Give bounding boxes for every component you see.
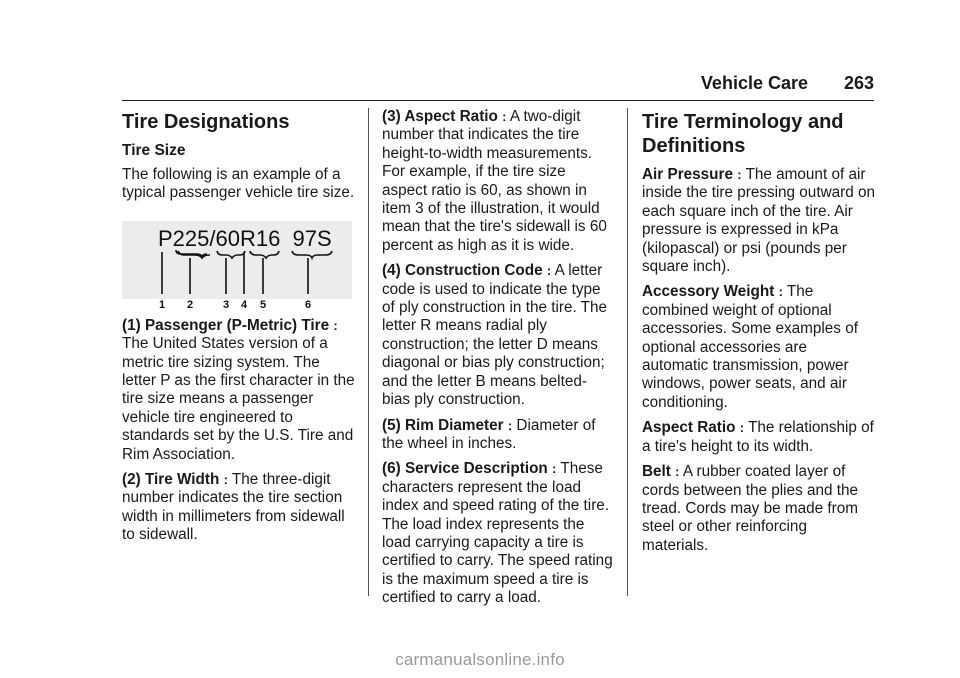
definition-entry — [382, 108, 614, 255]
callout-leaders — [162, 252, 308, 294]
definition-entry — [642, 283, 876, 412]
terminology-heading: Tire Terminology and Definitions — [642, 111, 844, 157]
callout-5: 5 — [259, 298, 267, 311]
definition-text: The amount of air inside the tire pressing outward on each square inch of the tire. Air pressure is expressed in kPa (kilopascal) or psi (pounds per square inch). — [642, 166, 875, 276]
definition-term: Air Pressure — [642, 166, 733, 183]
tire-size-subheading: Tire Size — [122, 142, 186, 159]
tire-code-text: P225/60R16 97S — [158, 225, 332, 251]
definition-entry — [382, 417, 614, 454]
definition-separator: : — [737, 167, 742, 182]
definition-text: The combined weight of optional accessories. Some examples of optional accessories are automatic transmission, power windows, power seats, and air conditioning. — [642, 283, 858, 411]
callout-6: 6 — [304, 298, 312, 311]
definition-text: The three-digit number indicates the tire section width in millimeters from sidewall to sidewall. — [122, 471, 345, 544]
definition-term: Accessory Weight — [642, 283, 775, 301]
definition-separator: : — [739, 420, 745, 436]
definition-text: A two-digit number that indicates the tire height-to-width measurements. For example, if the tire size aspect ratio is 60, as shown in item 3 of the illustration, it would mean that the tire's sidewall is 60 percent as high as it is wide. — [382, 108, 607, 254]
definition-entry — [642, 419, 876, 456]
tire-size-diagram — [122, 221, 352, 299]
section-title: Vehicle Care — [700, 73, 808, 93]
column-divider — [368, 108, 369, 596]
definition-separator: : — [778, 284, 783, 300]
definition-text: Diameter of the wheel in inches. — [382, 416, 596, 452]
column-2 — [382, 108, 614, 615]
column-1 — [122, 108, 356, 552]
definition-term: (5) Rim Diameter — [382, 416, 504, 434]
tire-size-illustration — [122, 221, 352, 299]
callout-3: 3 — [222, 298, 230, 311]
definition-text: These characters represent the load index and speed rating of the tire. The load index represents the load carrying capacity a tire is certified to carry. The speed rating is the maximum speed a tire is certified to carry a load. — [382, 460, 613, 607]
definition-separator: : — [552, 461, 557, 477]
definition-entry — [382, 460, 614, 607]
page-number: 263 — [843, 73, 874, 93]
definition-separator: : — [223, 472, 228, 488]
definition-text: A letter code is used to indicate the type of ply construction in the tire. The letter R means radial ply construction; the letter D means diagonal or bias ply construction; and the letter B means belted-bias ply construction. — [382, 262, 608, 409]
definition-entry — [382, 262, 614, 409]
intro-paragraph: The following is an example of a typical passenger vehicle tire size. — [122, 166, 355, 202]
tire-designations-heading: Tire Designations — [122, 111, 290, 133]
definition-separator: : — [502, 109, 507, 124]
definition-entry — [642, 166, 876, 276]
definition-entry — [122, 317, 356, 464]
callout-4: 4 — [240, 298, 248, 311]
definition-entry — [122, 471, 356, 545]
site-watermark: carmanualsonline.info — [395, 650, 565, 669]
definition-text: The relationship of a tire's height to its width. — [642, 419, 874, 455]
definition-entry — [642, 463, 876, 555]
definition-separator: : — [546, 263, 552, 279]
definition-separator: : — [507, 417, 513, 433]
column-3 — [642, 108, 876, 562]
definition-term: (3) Aspect Ratio — [382, 108, 498, 125]
definition-term: (4) Construction Code — [382, 262, 543, 280]
definition-text: The United States version of a metric tire sizing system. The letter P as the first character in the tire size means a passenger vehicle tire engineered to standards set by the U.S. Tire and Rim Association. — [122, 335, 355, 463]
definition-term: Belt — [642, 463, 671, 481]
callout-brackets — [176, 250, 332, 258]
callout-2: 2 — [186, 298, 194, 311]
definition-separator: : — [333, 317, 338, 333]
definition-text: A rubber coated layer of cords between the plies and the tread. Cords may be made from steel or other reinforcing materials. — [642, 463, 859, 554]
definition-term: (1) Passenger (P-Metric) Tire — [122, 316, 330, 334]
callout-1: 1 — [158, 298, 166, 311]
page-header — [122, 72, 874, 101]
definition-separator: : — [675, 464, 680, 480]
column-divider — [627, 108, 628, 596]
definition-term: Aspect Ratio — [642, 419, 736, 437]
definition-term: (6) Service Description — [382, 460, 548, 478]
callout-numbers — [122, 297, 352, 311]
definition-term: (2) Tire Width — [122, 471, 220, 489]
